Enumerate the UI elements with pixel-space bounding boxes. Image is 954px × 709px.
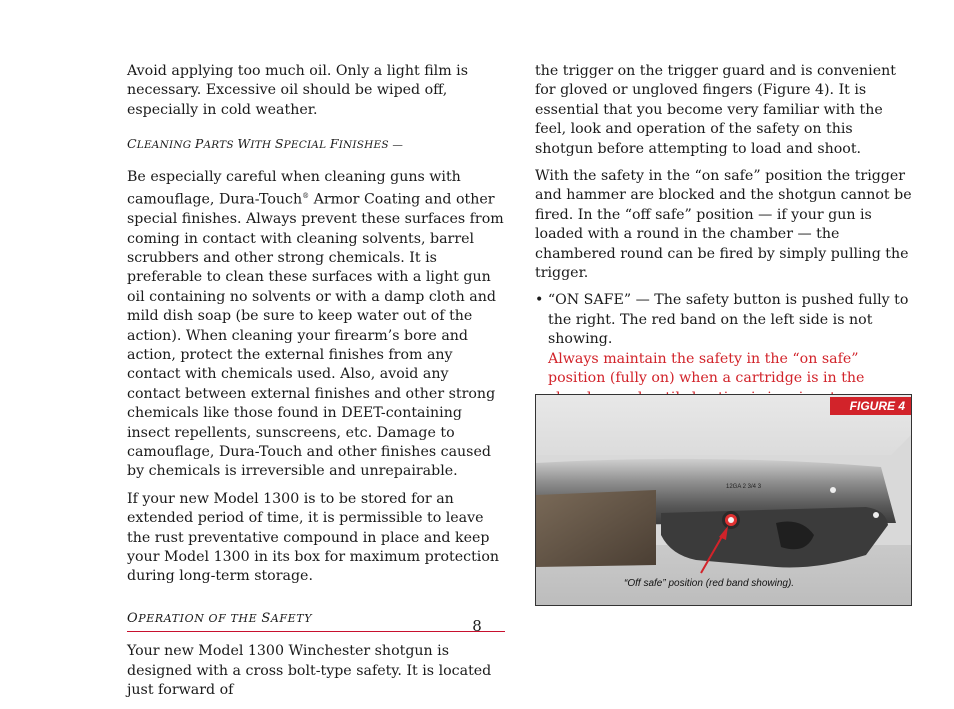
paragraph-storage: If your new Model 1300 is to be stored for an extended period of time, it is permissible to leave the rust preventative compound in place and keep your Model 1300 in its box for maximum protection during long-term storage.: [127, 490, 499, 585]
right-column: [535, 62, 913, 416]
paragraph-safety-intro: Your new Model 1300 Winchester shotgun is designed with a cross bolt-type safety. It is located just forward of: [127, 643, 492, 699]
paragraph-on-off-safe: With the safety in the “on safe” position the trigger and hammer are blocked and the shotgun cannot be fired. In the “off safe” position — if your gun is loaded with a round in the chamber — the chambered round can be fired by simply pulling the trigger.: [535, 168, 912, 282]
page-number: 8: [472, 617, 482, 635]
paragraph-safety-location: the trigger on the trigger guard and is convenient for gloved or ungloved fingers (Figure 4). It is essential that you become very familiar with the feel, look and operation of the safety on this shotgun before attempting to load and shoot.: [535, 63, 896, 157]
figure-label: FIGURE 4: [830, 397, 911, 415]
subhead-cleaning-special-finishes: CLEANING PARTS WITH SPECIAL FINISHES —: [127, 136, 404, 152]
registered-mark: ®: [302, 192, 310, 201]
paragraph-oil: Avoid applying too much oil. Only a light film is necessary. Excessive oil should be wiped off, especially in cold weather.: [127, 63, 468, 118]
bullet-on-safe: • “ON SAFE” — The safety button is pushed fully to the right. The red band on the left side is not showing. Always maintain the safety in the “on safe” position (fully on) when a cartridge is in the: [535, 291, 913, 407]
figure-4: [535, 394, 912, 606]
paragraph-special-finishes: Be especially careful when cleaning guns with camouflage, Dura-Touch® Armor Coating and other special finishes. Always prevent these surfaces from coming in contact with cleaning solvents, barrel scrubbers and other strong chemicals. It is preferable to clean these surfaces with a light gun oil containing no solvents or with a damp cloth and mild dish soap (be sure to keep water out of the action). When cleaning your firearm’s bore and action, protect the external finishes from any contact with chemicals used. Also, avoid any contact between external finishes and other strong chemicals like those found in DEET-containing insect repellents, sunscreens, etc. Damage to camouflage, Dura-Touch and other finishes caused by chemicals is irreversible and unrepairable.: [127, 168, 504, 480]
shotgun-receiver-photo: [536, 395, 911, 605]
left-column: [127, 62, 505, 709]
section-heading-operation-of-safety: OPERATION OF THE SAFETY: [127, 609, 505, 632]
receiver-marking: 12GA 2 3/4 3: [726, 484, 762, 490]
figure-caption: “Off safe” position (red band showing).: [624, 578, 795, 589]
safety-warning: Always maintain the safety in the “on safe” position (fully on) when a cartridge is in the: [548, 350, 865, 387]
